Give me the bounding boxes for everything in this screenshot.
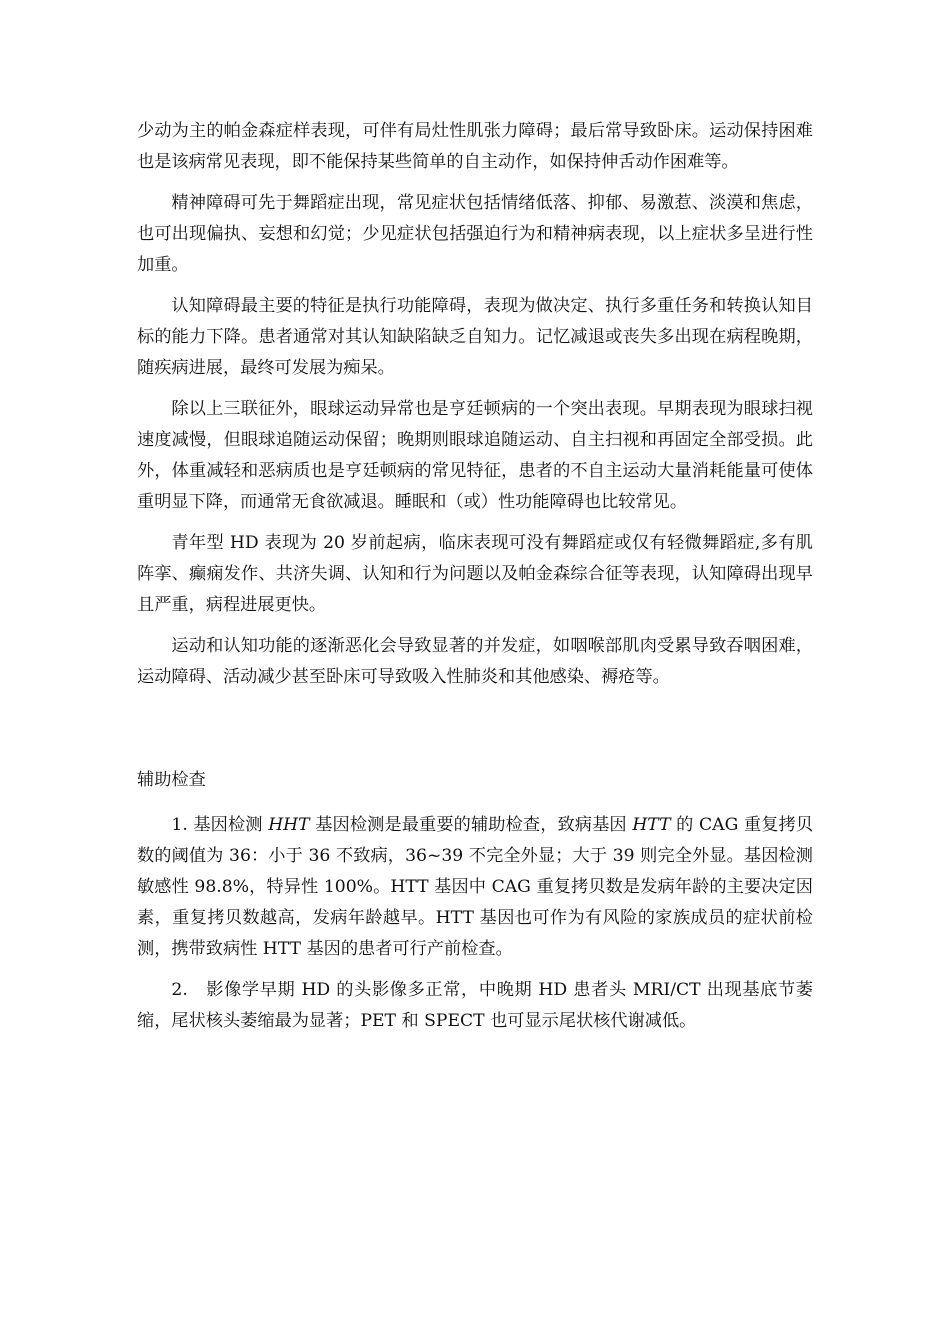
paragraph-eye-movement: 除以上三联征外，眼球运动异常也是亨廷顿病的一个突出表现。早期表现为眼球扫视速度减慢，但眼球追随运动保留；晚期则眼球追随运动、自主扫视和再固定全部受损。此外，体重减轻和恶病质也是亨廷顿病的常见特征，患者的不自主运动大量消耗能量可使体重明显下降，而通常无食欲减退。睡眠和（或）性功能障碍也比较常见。 xyxy=(137,399,813,512)
item-gene-testing xyxy=(137,810,813,965)
item-imaging: 2. 影像学早期 HD 的头影像多正常，中晚期 HD 患者头 MRI/CT 出现基底节萎缩，尾状核头萎缩最为显著；PET 和 SPECT 也可显示尾状核代谢减低。 xyxy=(137,980,813,1031)
section-heading: 辅助检查 xyxy=(137,770,206,790)
item-gene-testing-gene-hht: HHT xyxy=(268,815,310,835)
paragraph-parkinson: 少动为主的帕金森症样表现，可伴有局灶性肌张力障碍；最后常导致卧床。运动保持困难也是该病常见表现，即不能保持某些简单的自主动作，如保持伸舌动作困难等。 xyxy=(137,121,813,172)
paragraph-cognitive: 认知障碍最主要的特征是执行功能障碍，表现为做决定、执行多重任务和转换认知目标的能力下降。患者通常对其认知缺陷缺乏自知力。记忆减退或丧失多出现在病程晚期，随疾病进展，最终可发展为痴呆。 xyxy=(137,296,813,378)
item-gene-testing-gene-htt: HTT xyxy=(632,815,671,835)
paragraph-psychiatric: 精神障碍可先于舞蹈症出现，常见症状包括情绪低落、抑郁、易激惹、淡漠和焦虑，也可出现偏执、妄想和幻觉；少见症状包括强迫行为和精神病表现，以上症状多呈进行性加重。 xyxy=(137,193,813,275)
item-gene-testing-part-a: 1. 基因检测 xyxy=(171,815,269,835)
paragraph-juvenile-hd: 青年型 HD 表现为 20 岁前起病，临床表现可没有舞蹈症或仅有轻微舞蹈症,多有肌阵挛、癫痫发作、共济失调、认知和行为问题以及帕金森综合征等表现，认知障碍出现早且严重，病程进展更快。 xyxy=(137,533,813,615)
paragraph-complications: 运动和认知功能的逐渐恶化会导致显著的并发症，如咽喉部肌肉受累导致吞咽困难，运动障碍、活动减少甚至卧床可导致吸入性肺炎和其他感染、褥疮等。 xyxy=(137,636,813,687)
item-gene-testing-part-c: 基因检测是最重要的辅助检查，致病基因 xyxy=(309,815,633,835)
item-gene-testing-part-e: 的 CAG 重复拷贝数的阈值为 36：小于 36 不致病，36~39 不完全外显；大于 39 则完全外显。基因检测敏感性 98.8%，特异性 100%。HTT 基因中 CAG 重复拷贝数是发病年龄的主要决定因素，重复拷贝数越高，发病年龄越早。HTT 基因也可作为有风险的家族成员的症状前检测，携带致病性 HTT 基因的患者可行产前检查。 xyxy=(137,815,814,959)
document-body xyxy=(137,116,813,1037)
